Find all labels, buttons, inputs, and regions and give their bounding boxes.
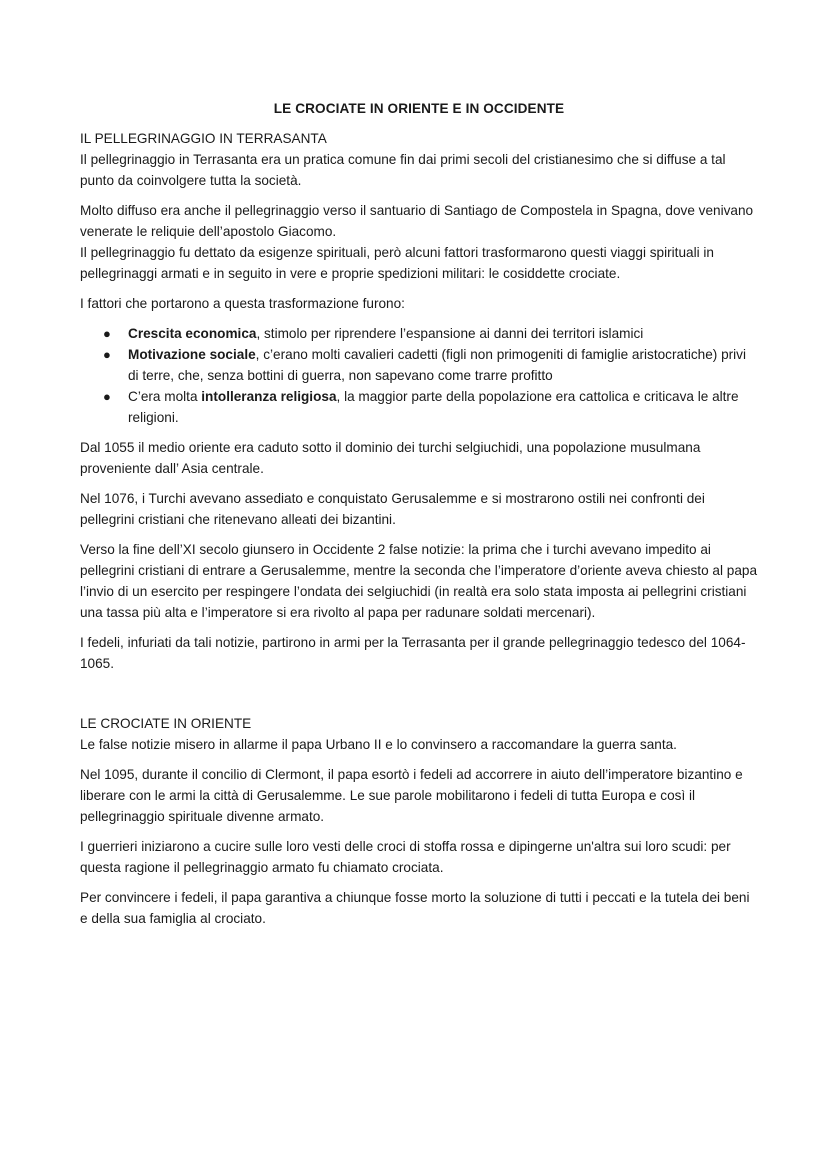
section-spacer bbox=[80, 683, 758, 713]
factor-keyword: Motivazione sociale bbox=[128, 347, 256, 362]
list-item bbox=[80, 323, 758, 344]
section-heading: LE CROCIATE IN ORIENTE bbox=[80, 716, 252, 731]
paragraph: Il pellegrinaggio in Terrasanta era un pratica comune fin dai primi secoli del cristianesimo che si diffuse a tal punto da coinvolgere tutta la società. bbox=[80, 152, 726, 188]
factor-prefix: C’era molta bbox=[128, 389, 202, 404]
paragraph: Nel 1076, i Turchi avevano assediato e conquistato Gerusalemme e si mostrarono ostili nei confronti dei pellegrini cristiani che ritenevano alleati dei bizantini. bbox=[80, 491, 705, 527]
paragraph: Le false notizie misero in allarme il papa Urbano II e lo convinsero a raccomandare la guerra santa. bbox=[80, 737, 677, 752]
paragraph: I fattori che portarono a questa trasformazione furono: bbox=[80, 296, 405, 311]
section-heading: IL PELLEGRINAGGIO IN TERRASANTA bbox=[80, 131, 327, 146]
paragraph: Verso la fine dell’XI secolo giunsero in Occidente 2 false notizie: la prima che i turchi avevano impedito ai pellegrini cristiani di entrare a Gerusalemme, mentre la seconda che l’imperatore d’oriente aveva chiesto al papa l’invio di un esercito per respingere l’ondata dei selgiuchidi (in realtà era solo stata imposta ai pellegrini cristiani una tassa più alta e l’imperatore si era rivolto al papa per radunare soldati mercenari). bbox=[80, 542, 758, 620]
bullet-icon: ● bbox=[103, 326, 111, 341]
section-pellegrinaggio bbox=[80, 128, 758, 674]
factor-keyword: Crescita economica bbox=[128, 326, 257, 341]
factor-keyword: intolleranza religiosa bbox=[201, 389, 337, 404]
paragraph: Nel 1095, durante il concilio di Clermont, il papa esortò i fedeli ad accorrere in aiuto dell’imperatore bizantino e liberare con le armi la città di Gerusalemme. Le sue parole mobilitarono i fedeli di tutta Europa e così il pellegrinaggio spirituale divenne armato. bbox=[80, 767, 743, 824]
bullet-icon: ● bbox=[103, 347, 111, 362]
paragraph: Il pellegrinaggio fu dettato da esigenze spirituali, però alcuni fattori trasformarono questi viaggi spirituali in pellegrinaggi armati e in seguito in vere e proprie spedizioni militari: le cosiddette crociate. bbox=[80, 245, 714, 281]
paragraph: Dal 1055 il medio oriente era caduto sotto il dominio dei turchi selgiuchidi, una popolazione musulmana proveniente dall’ Asia centrale. bbox=[80, 440, 701, 476]
paragraph: I guerrieri iniziarono a cucire sulle loro vesti delle croci di stoffa rossa e dipingerne un'altra sui loro scudi: per questa ragione il pellegrinaggio armato fu chiamato crociata. bbox=[80, 839, 731, 875]
bullet-icon: ● bbox=[103, 389, 111, 404]
list-item bbox=[80, 386, 758, 428]
document-title: LE CROCIATE IN ORIENTE E IN OCCIDENTE bbox=[273, 101, 565, 116]
factor-text: , stimolo per riprendere l’espansione ai danni dei territori islamici bbox=[256, 326, 644, 341]
factor-text: , c’erano molti cavalieri cadetti (figli non primogeniti di famiglie aristocratiche) privi di terre, che, senza bottini di guerra, non sapevano come trarre profitto bbox=[128, 347, 746, 383]
section-crociate-oriente bbox=[80, 713, 758, 929]
factor-text: , la maggior parte della popolazione era cattolica e criticava le altre religioni. bbox=[128, 389, 739, 425]
list-item bbox=[80, 344, 758, 386]
factors-list bbox=[80, 323, 758, 428]
paragraph: Molto diffuso era anche il pellegrinaggio verso il santuario di Santiago de Compostela in Spagna, dove venivano venerate le reliquie dell’apostolo Giacomo. bbox=[80, 203, 754, 239]
paragraph: Per convincere i fedeli, il papa garantiva a chiunque fosse morto la soluzione di tutti i peccati e la tutela dei beni e della sua famiglia al crociato. bbox=[80, 890, 750, 926]
paragraph: I fedeli, infuriati da tali notizie, partirono in armi per la Terrasanta per il grande pellegrinaggio tedesco del 1064-1065. bbox=[80, 635, 746, 671]
